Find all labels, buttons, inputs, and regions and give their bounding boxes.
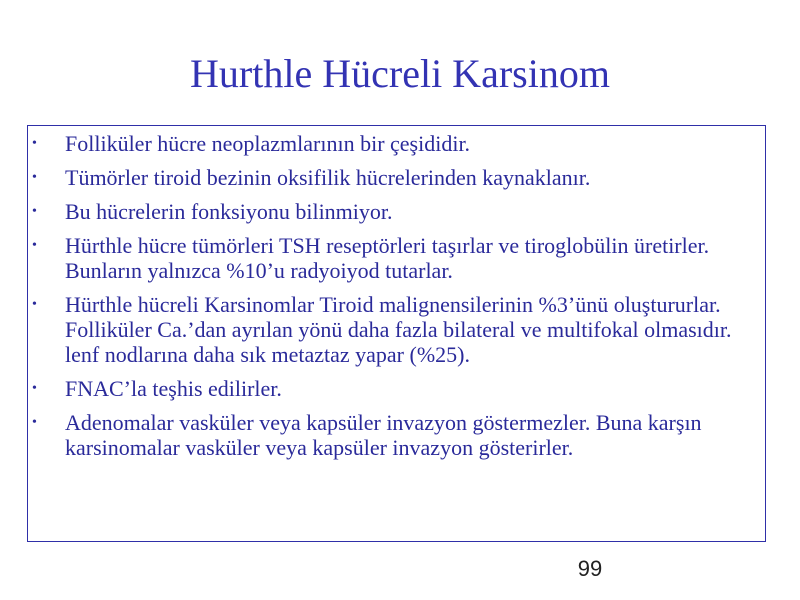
bullet-text: Folliküler hücre neoplazmlarının bir çeşididir. bbox=[65, 131, 471, 156]
page-number: 99 bbox=[577, 556, 603, 581]
bullet-dot-icon: • bbox=[32, 136, 37, 151]
bullet-item bbox=[28, 131, 767, 156]
bullet-item bbox=[28, 292, 767, 367]
bullet-text: Hürthle hücre tümörleri TSH reseptörleri taşırlar ve tiroglobülin üretirler. Bunların yalnızca %10’u radyoiyod tutarlar. bbox=[65, 233, 710, 283]
bullet-list bbox=[28, 131, 767, 469]
bullet-text: Bu hücrelerin fonksiyonu bilinmiyor. bbox=[65, 199, 393, 224]
bullet-dot-icon: • bbox=[32, 297, 37, 312]
bullet-dot-icon: • bbox=[32, 204, 37, 219]
slide-title: Hurthle Hücreli Karsinom bbox=[190, 51, 610, 96]
bullet-item bbox=[28, 199, 767, 224]
bullet-dot-icon: • bbox=[32, 170, 37, 185]
bullet-dot-icon: • bbox=[32, 415, 37, 430]
bullet-text: Adenomalar vasküler veya kapsüler invazyon göstermezler. Buna karşın karsinomalar vasküler veya kapsüler invazyon gösterirler. bbox=[65, 410, 702, 460]
bullet-item bbox=[28, 233, 767, 283]
bullet-text: Tümörler tiroid bezinin oksifilik hücrelerinden kaynaklanır. bbox=[65, 165, 591, 190]
bullet-item bbox=[28, 165, 767, 190]
content-box bbox=[27, 125, 766, 542]
bullet-text: FNAC’la teşhis edilirler. bbox=[65, 376, 282, 401]
bullet-item bbox=[28, 410, 767, 460]
bullet-dot-icon: • bbox=[32, 381, 37, 396]
bullet-dot-icon: • bbox=[32, 238, 37, 253]
bullet-item bbox=[28, 376, 767, 401]
bullet-text: Hürthle hücreli Karsinomlar Tiroid malignensilerinin %3’ünü oluştururlar. Folliküler Ca.’dan ayrılan yönü daha fazla bilateral ve multifokal olmasıdır. lenf nodlarına daha sık metaztaz yapar (%25). bbox=[65, 292, 732, 367]
